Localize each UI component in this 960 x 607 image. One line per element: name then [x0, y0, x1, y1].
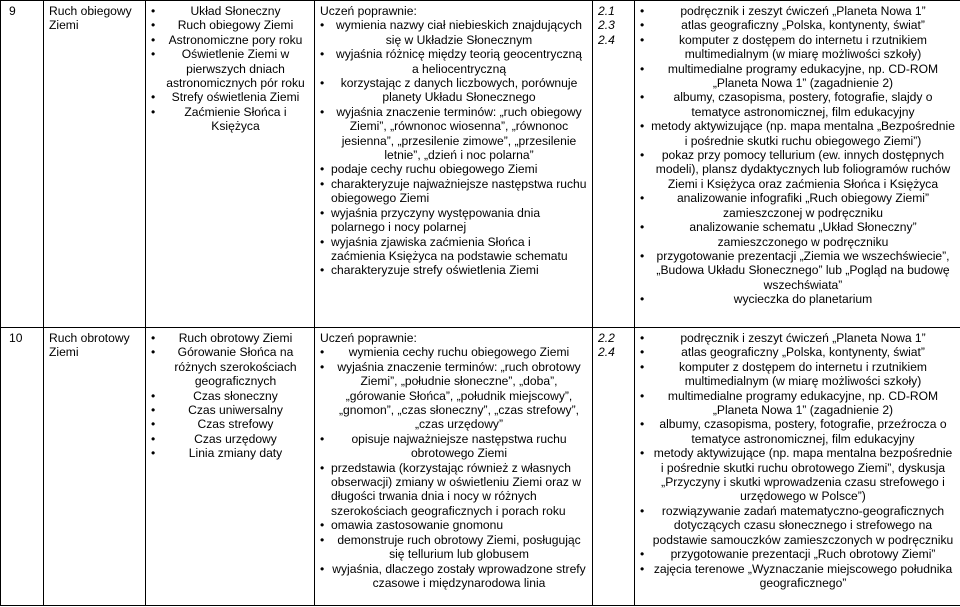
outcome-item: • podaje cechy ruchu obiegowego Ziemi [320, 162, 587, 176]
content-item: • Czas strefowy [151, 417, 309, 431]
outcome-item: • opisuje najważniejsze następstwa ruchu obrotowego Ziemi [320, 432, 587, 461]
outcome-item: • charakteryzuje strefy oświetlenia Ziemi [320, 263, 587, 277]
lesson-number: 10 [1, 328, 44, 606]
resource-item: • atlas geograficzny „Polska, kontynenty, świat” [640, 345, 955, 359]
outcome-item: • omawia zastosowanie gnomonu [320, 518, 587, 532]
content-item: • Czas urzędowy [151, 432, 309, 446]
outcome-item: • wymienia cechy ruchu obiegowego Ziemi [320, 345, 587, 359]
content-item: • Zaćmienie Słońca i Księżyca [151, 105, 309, 134]
outcome-item: • wyjaśnia znaczenie terminów: „ruch obiegowy Ziemi”, „równonoc wiosenna”, „równonoc jesienna”, „przesilenie zimowe”, „przesilenie letnie”, „dzień i noc polarna” [320, 105, 587, 163]
resource-item: • wycieczka do planetarium [640, 292, 955, 306]
content-item: • Ruch obrotowy Ziemi [151, 331, 309, 345]
lesson-topic: Ruch obrotowy Ziemi [44, 328, 146, 606]
resource-item: • multimedialne programy edukacyjne, np. CD-ROM „Planeta Nowa 1” (zagadnienie 2) [640, 62, 955, 91]
content-item: • Linia zmiany daty [151, 446, 309, 460]
outcome-item: • demonstruje ruch obrotowy Ziemi, posługując się tellurium lub globusem [320, 533, 587, 562]
resource-item: • komputer z dostępem do internetu i rzutnikiem multimedialnym (w miarę możliwości szkoły) [640, 33, 955, 62]
requirement-code: 2.4 [598, 32, 615, 47]
lesson-topic: Ruch obiegowy Ziemi [44, 1, 146, 328]
content-cell [146, 328, 315, 606]
resource-item: • atlas geograficzny „Polska, kontynenty, świat” [640, 18, 955, 32]
outcome-item: • charakteryzuje najważniejsze następstwa ruchu obiegowego Ziemi [320, 177, 587, 206]
outcome-item: • wyjaśnia przyczyny występowania dnia polarnego i nocy polarnej [320, 206, 587, 235]
requirements-cell [593, 328, 635, 606]
requirement-code: 2.1 [598, 4, 615, 18]
content-item: • Oświetlenie Ziemi w pierwszych dniach astronomicznych pór roku [151, 47, 309, 90]
lesson-number: 9 [1, 1, 44, 328]
resource-item: • albumy, czasopisma, postery, fotografie, przeźrocza o tematyce astronomicznej, film edukacyjny [640, 417, 955, 446]
resource-item: • multimedialne programy edukacyjne, np. CD-ROM „Planeta Nowa 1” (zagadnienie 2) [640, 389, 955, 418]
content-item: • Astronomiczne pory roku [151, 33, 309, 47]
resource-item: • rozwiązywanie zadań matematyczno-geograficznych dotyczących czasu słonecznego i strefowego na podstawie samouczków zamieszczonych w podręczniku [640, 504, 955, 547]
lesson-row [1, 328, 960, 606]
content-cell [146, 1, 315, 328]
resource-item: • zajęcia terenowe „Wyznaczanie miejscowego południka geograficznego” [640, 562, 955, 591]
requirement-code: 2.2 [598, 331, 615, 345]
outcomes-intro: Uczeń poprawnie: [320, 331, 417, 345]
outcomes-cell [315, 328, 593, 606]
requirement-code: 2.4 [598, 345, 615, 360]
resource-item: • albumy, czasopisma, postery, fotografie, slajdy o tematyce astronomicznej, film edukacyjny [640, 90, 955, 119]
resource-item: • pokaz przy pomocy tellurium (ew. innych dostępnych modeli), plansz dydaktycznych lub foliogramów ruchów Ziemi i Księżyca oraz zaćmienia Słońca i Księżyca [640, 148, 955, 191]
resource-item: • analizowanie schematu „Układ Słoneczny” zamieszczonego w podręczniku [640, 220, 955, 249]
requirement-code: 2.3 [598, 18, 615, 33]
outcomes-intro: Uczeń poprawnie: [320, 4, 417, 18]
content-item: • Górowanie Słońca na różnych szerokościach geograficznych [151, 345, 309, 388]
resource-item: • komputer z dostępem do internetu i rzutnikiem multimedialnym (w miarę możliwości szkoły) [640, 360, 955, 389]
content-item: • Czas słoneczny [151, 389, 309, 403]
outcome-item: • korzystając z danych liczbowych, porównuje planety Układu Słonecznego [320, 76, 587, 105]
resource-item: • podręcznik i zeszyt ćwiczeń „Planeta Nowa 1” [640, 4, 955, 18]
resource-item: • metody aktywizujące (np. mapa mentalna bezpośrednie i pośrednie skutki ruchu obrotowego Ziemi”, dyskusja „Przyczyny i skutki wprowadzenia czasu strefowego i urzędowego w Polsce”) [640, 446, 955, 504]
outcome-item: • przedstawia (korzystając również z własnych obserwacji) zmiany w oświetleniu Ziemi oraz w długości trwania dnia i nocy w różnych szerokościach geograficznych i porach roku [320, 461, 587, 519]
outcome-item: • wyjaśnia, dlaczego zostały wprowadzone strefy czasowe i międzynarodowa linia [320, 562, 587, 591]
resources-cell [635, 328, 960, 606]
resource-item: • przygotowanie prezentacji „Ruch obrotowy Ziemi” [640, 547, 955, 561]
requirements-cell [593, 1, 635, 328]
outcomes-cell [315, 1, 593, 328]
content-item: • Czas uniwersalny [151, 403, 309, 417]
outcome-item: • wyjaśnia różnicę między teorią geocentryczną a heliocentryczną [320, 47, 587, 76]
resource-item: • analizowanie infografiki „Ruch obiegowy Ziemi” zamieszczonej w podręczniku [640, 191, 955, 220]
outcome-item: • wymienia nazwy ciał niebieskich znajdujących się w Układzie Słonecznym [320, 18, 587, 47]
resource-item: • podręcznik i zeszyt ćwiczeń „Planeta Nowa 1” [640, 331, 955, 345]
outcome-item: • wyjaśnia zjawiska zaćmienia Słońca i zaćmienia Księżyca na podstawie schematu [320, 235, 587, 264]
content-item: • Układ Słoneczny [151, 4, 309, 18]
resource-item: • metody aktywizujące (np. mapa mentalna „Bezpośrednie i pośrednie skutki ruchu obiegowego Ziemi”) [640, 119, 955, 148]
content-item: • Ruch obiegowy Ziemi [151, 18, 309, 32]
resources-cell [635, 1, 960, 328]
outcome-item: • wyjaśnia znaczenie terminów: „ruch obrotowy Ziemi”, „południe słoneczne”, „doba”, „górowanie Słońca”, „południk miejscowy”, „gnomon”, „czas słoneczny”, „czas strefowy”, „czas urzędowy” [320, 360, 587, 432]
lesson-row [1, 1, 960, 328]
content-item: • Strefy oświetlenia Ziemi [151, 90, 309, 104]
resource-item: • przygotowanie prezentacji „Ziemia we wszechświecie”, „Budowa Układu Słonecznego” lub „Pogląd na budowę wszechświata” [640, 249, 955, 292]
